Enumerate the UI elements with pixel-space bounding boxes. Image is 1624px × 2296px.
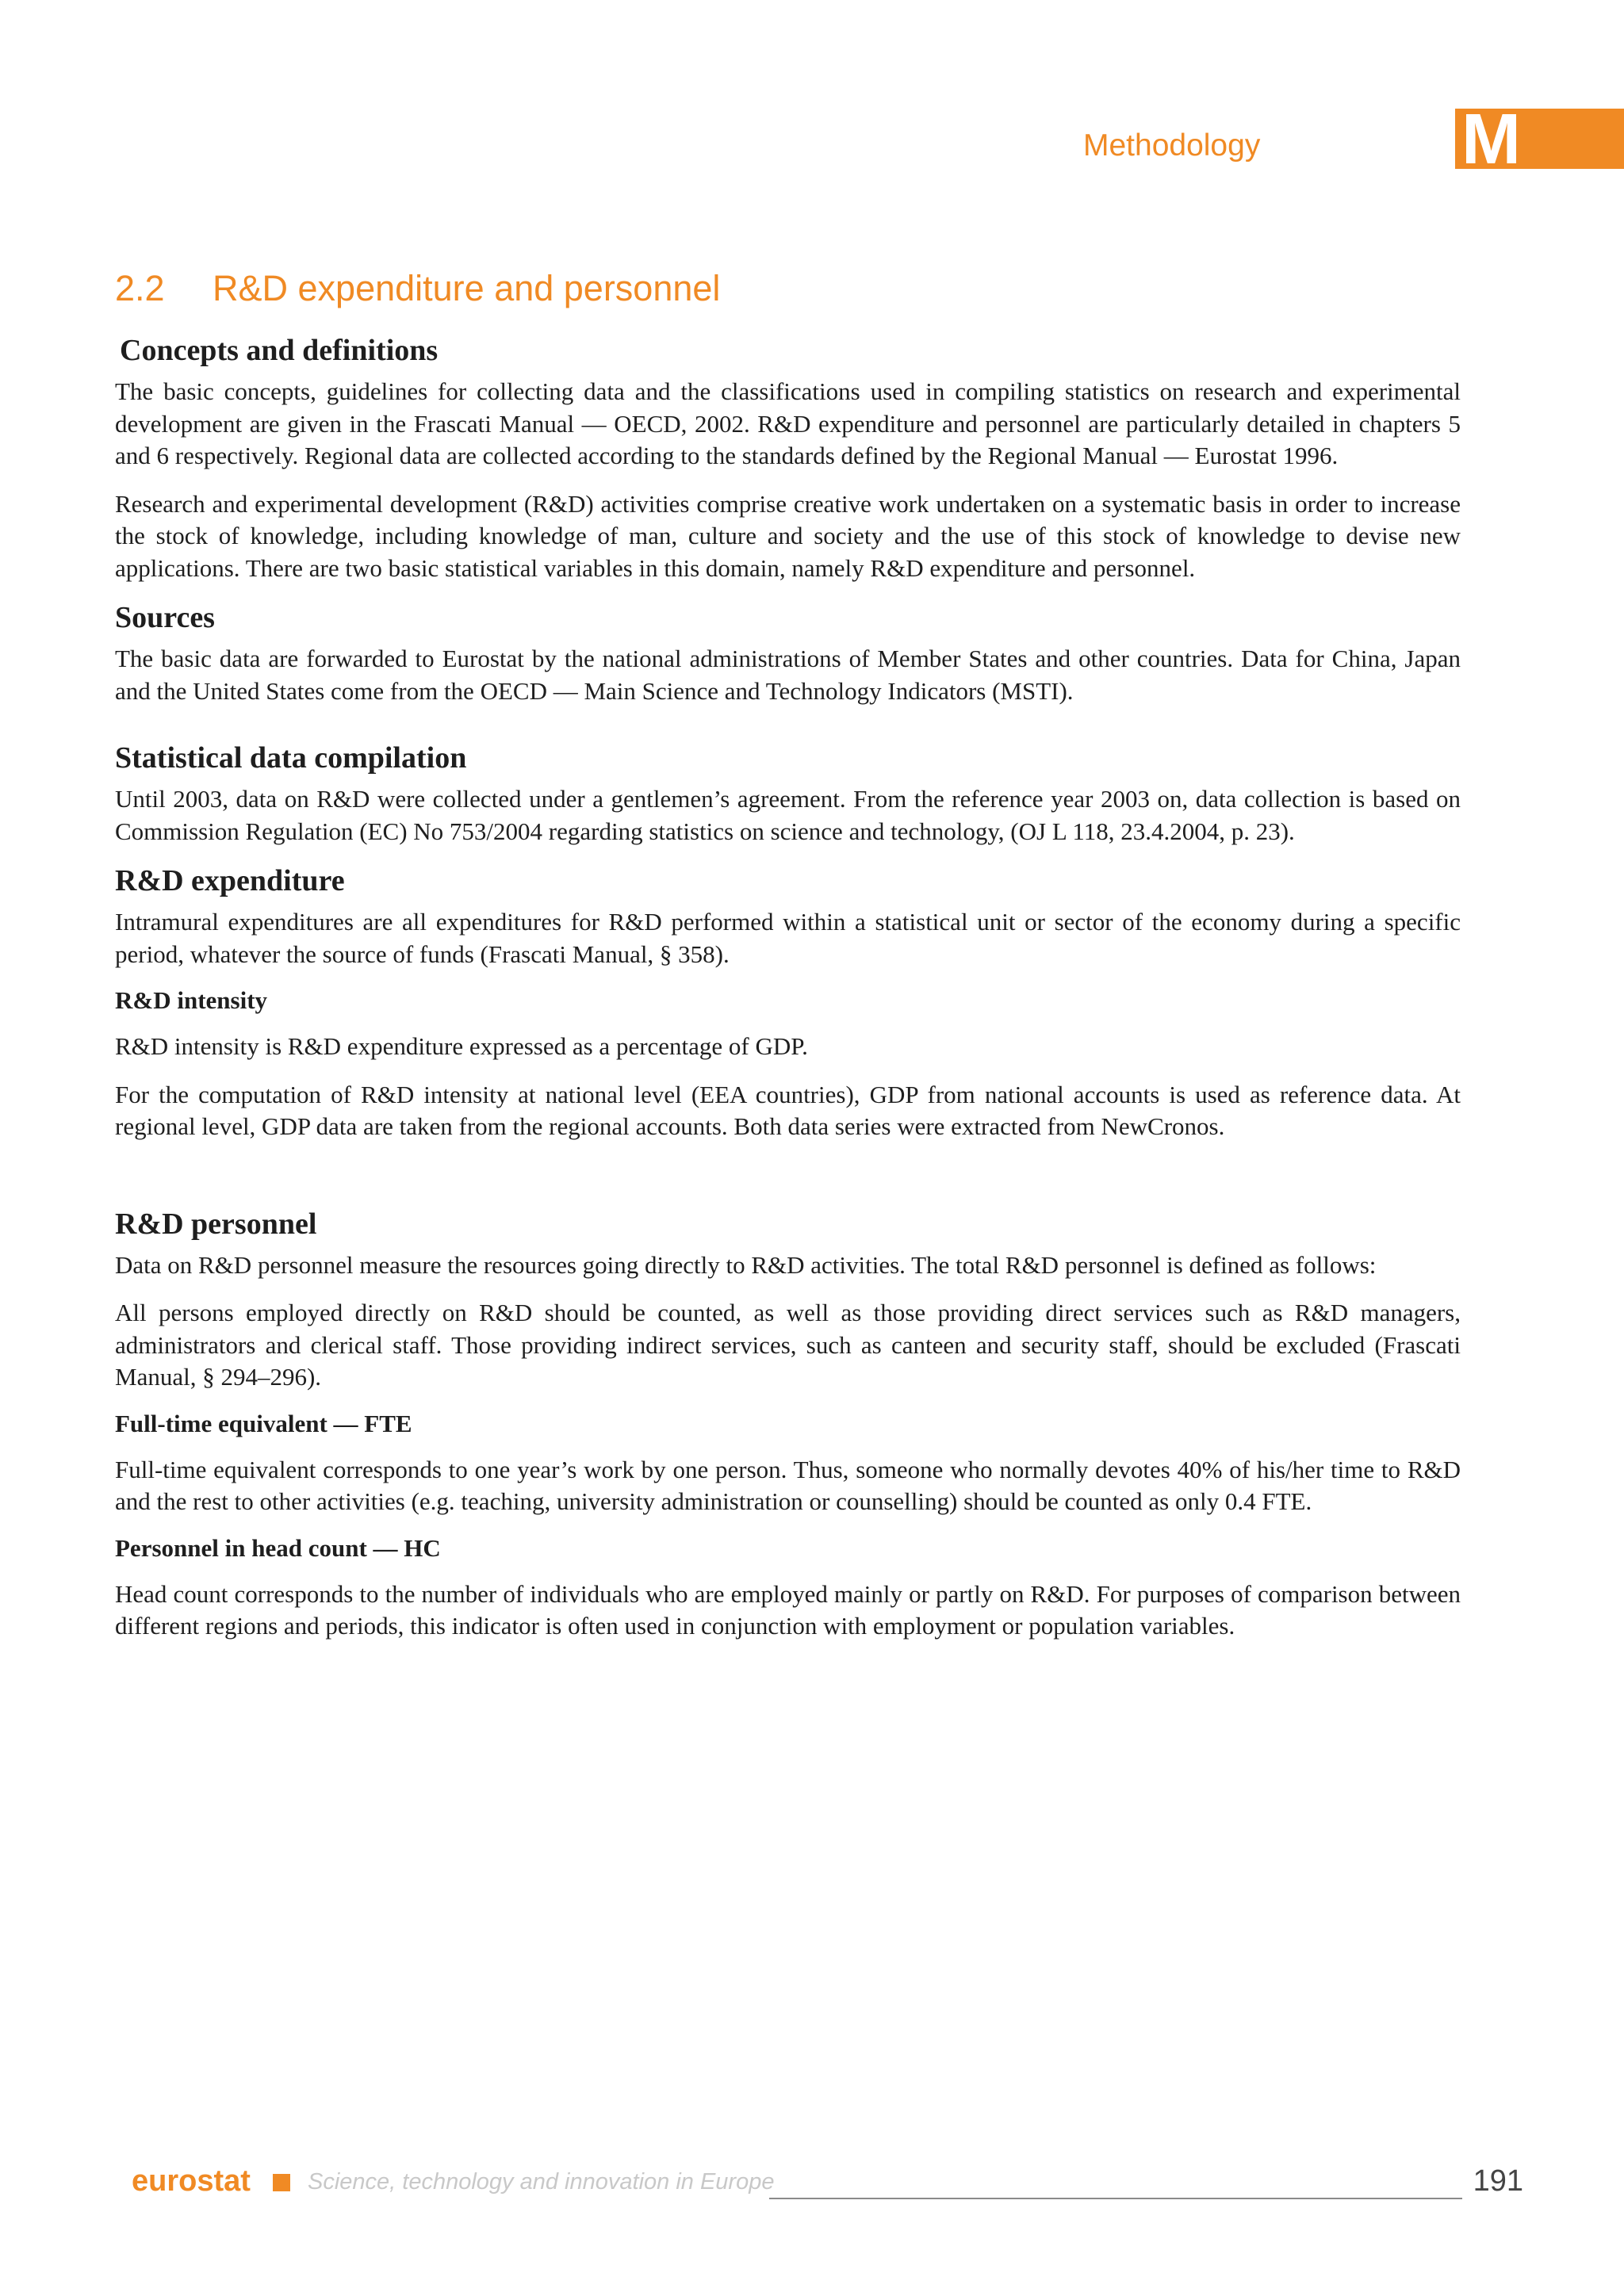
intensity-heading: R&D intensity: [115, 986, 268, 1014]
compilation-paragraph: Until 2003, data on R&D were collected under a gentlemen’s agreement. From the reference year 2003 on, data collection is based on Commission Regulation (EC) No 753/2004 regarding statistics on science and technology, (OJ L 118, 23.4.2004, p. 23).: [115, 785, 1461, 845]
fte-heading: Full-time equivalent — FTE: [115, 1409, 412, 1437]
logo-square-icon: [273, 2174, 290, 2191]
footer-divider: [769, 2198, 1462, 2199]
eurostat-logo: eurostat: [132, 2164, 251, 2198]
personnel-paragraph-2: All persons employed directly on R&D should be counted, as well as those providing direct services such as R&D managers, administrators and clerical staff. Those providing indirect services, such as canteen and security staff, should be excluded (Frascati Manual, § 294–296).: [115, 1299, 1461, 1391]
fte-paragraph: Full-time equivalent corresponds to one year’s work by one person. Thus, someone who normally devotes 40% of his/her time to R&D and the rest to other activities (e.g. teaching, university administration or counselling) should be counted as only 0.4 FTE.: [115, 1455, 1461, 1515]
expenditure-paragraph-1: Intramural expenditures are all expenditures for R&D performed within a statistical unit or sector of the economy during a specific period, whatever the source of funds (Frascati Manual, § 358).: [115, 908, 1461, 968]
concepts-heading: Concepts and definitions: [120, 334, 439, 367]
concepts-paragraph-1: The basic concepts, guidelines for collecting data and the classifications used in compiling statistics on research and experimental development are given in the Frascati Manual — OECD, 2002. R&D expenditure and personnel are particularly detailed in chapters 5 and 6 respectively. Regional data are collected according to the standards defined by the Regional Manual — Eurostat 1996.: [115, 377, 1461, 469]
section-title: [115, 268, 1461, 309]
header-tab: [1455, 100, 1624, 179]
intensity-paragraph-2: For the computation of R&D intensity at national level (EEA countries), GDP from national accounts is used as reference data. At regional level, GDP data are taken from the regional accounts. Both data series were extracted from NewCronos.: [115, 1080, 1461, 1140]
sources-heading: Sources: [115, 601, 215, 634]
page-footer: [132, 2164, 1523, 2201]
personnel-heading: R&D personnel: [115, 1207, 317, 1241]
publication-title: Science, technology and innovation in Europe: [308, 2169, 775, 2195]
section-number: 2.2: [115, 268, 165, 308]
compilation-heading: Statistical data compilation: [115, 741, 467, 775]
page-number: 191: [1473, 2164, 1523, 2198]
hc-paragraph: Head count corresponds to the number of individuals who are employed mainly or partly on R&D. For purposes of comparison between different regions and periods, this indicator is often used in conjunction with employment or population variables.: [115, 1579, 1461, 1640]
header-label: Methodology: [1083, 128, 1261, 163]
header-tab-letter: M: [1461, 100, 1521, 179]
intensity-paragraph-1: R&D intensity is R&D expenditure expressed as a percentage of GDP.: [115, 1032, 808, 1060]
hc-heading: Personnel in head count — HC: [115, 1533, 441, 1562]
section-title-text: R&D expenditure and personnel: [213, 268, 721, 308]
sources-paragraph: The basic data are forwarded to Eurostat by the national administrations of Member States and other countries. Data for China, Japan and the United States come from the OECD — Main Science and Technology Indicators (MSTI).: [115, 645, 1461, 705]
expenditure-heading: R&D expenditure: [115, 864, 345, 897]
page-content: [115, 252, 1461, 1659]
concepts-paragraph-2: Research and experimental development (R&D) activities comprise creative work undertaken on a systematic basis in order to increase the stock of knowledge, including knowledge of man, culture and society and the use of this stock of knowledge to devise new applications. There are two basic statistical variables in this domain, namely R&D expenditure and personnel.: [115, 489, 1461, 582]
personnel-paragraph-1: Data on R&D personnel measure the resources going directly to R&D activities. The total R&D personnel is defined as follows:: [115, 1250, 1377, 1279]
